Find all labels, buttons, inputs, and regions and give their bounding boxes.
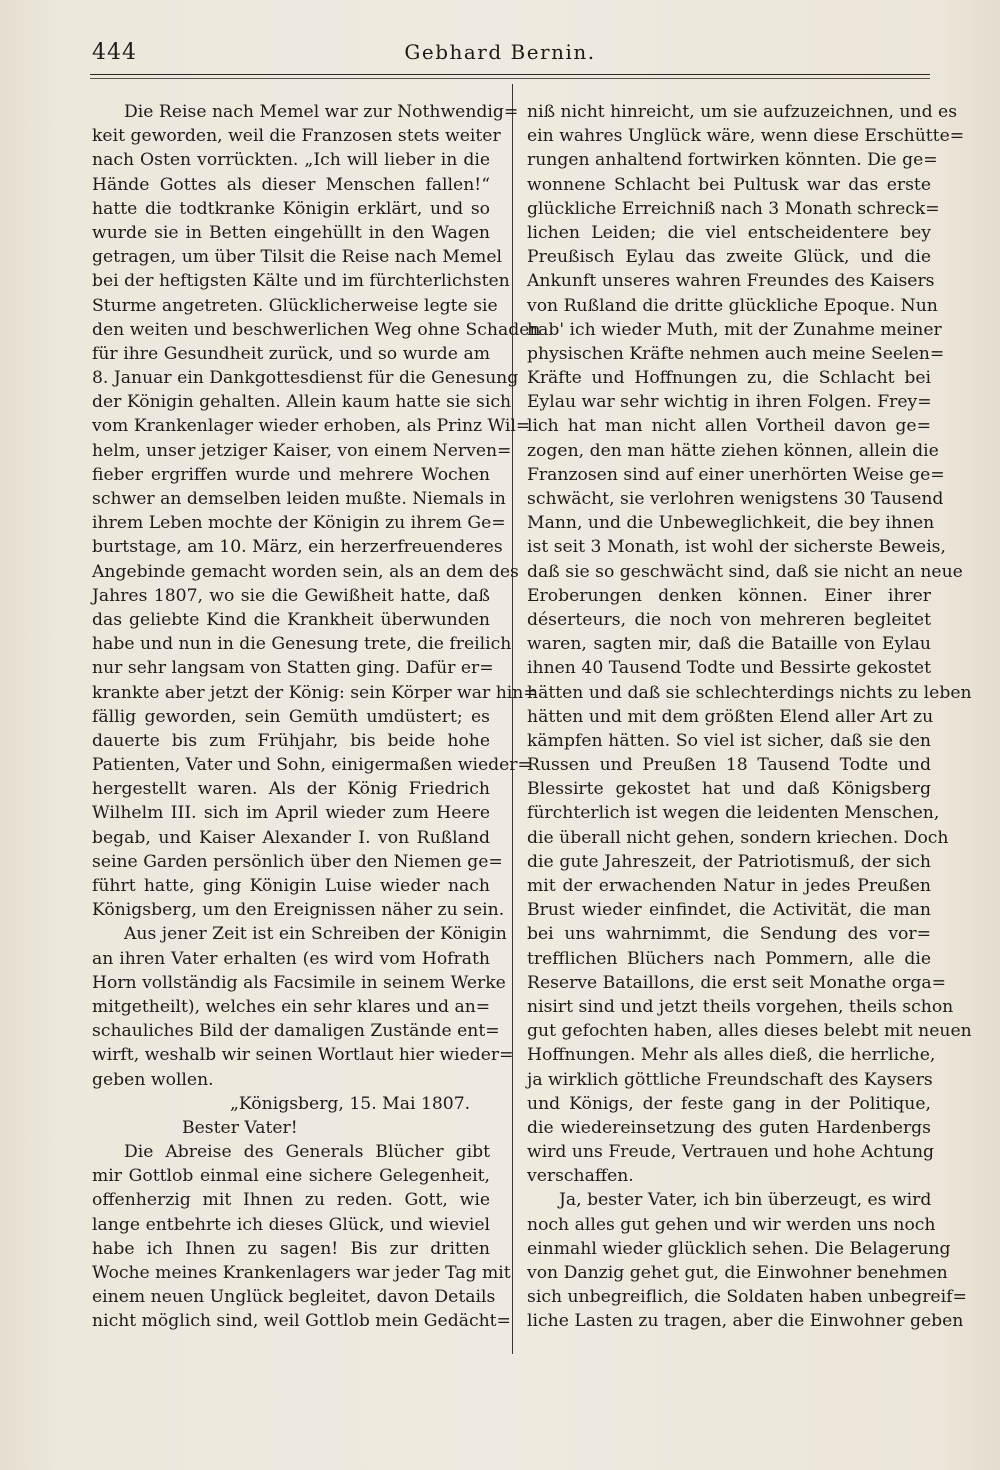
text-line: Die Reise nach Memel war zur Nothwendig= (124, 102, 519, 122)
text-line: die gute Jahreszeit, der Patriotismuß, der sich (527, 851, 931, 872)
text-line: schauliches Bild der damaligen Zustände ent= (92, 1021, 500, 1042)
text-line: ein wahres Unglück wäre, wenn diese Erschütte= (527, 126, 965, 147)
text-line: wirft, weshalb wir seinen Wortlaut hier wieder= (92, 1045, 514, 1066)
text-line: schwächt, sie verlohren wenigstens 30 Tausend (527, 489, 944, 509)
text-line: Hoffnungen. Mehr als alles dieß, die herrliche, (527, 1045, 936, 1066)
text-line: Sturme angetreten. Glücklicherweise legte sie (92, 295, 498, 316)
text-line: Jahres 1807, wo sie die Gewißheit hatte, daß (92, 585, 490, 606)
text-line: Angebinde gemacht worden sein, als an dem des (92, 561, 519, 582)
text-line: und Königs, der feste gang in der Politique, (527, 1093, 931, 1114)
text-line: Königsberg, um den Ereignissen näher zu sein. (92, 900, 505, 921)
text-line: nisirt sind und jetzt theils vorgehen, theils schon (527, 996, 954, 1017)
text-line: hätten und mit dem größten Elend aller Art zu (527, 706, 934, 727)
text-line: nur sehr langsam von Statten ging. Dafür er= (92, 658, 494, 679)
text-line: rungen anhaltend fortwirken könnten. Die ge= (527, 150, 938, 171)
text-line: einmahl wieder glücklich sehen. Die Belagerung (527, 1238, 951, 1259)
text-line: nach Osten vorrückten. „Ich will lieber in die (92, 150, 490, 171)
text-line: physischen Kräfte nehmen auch meine Seelen= (527, 343, 945, 364)
text-line: Horn vollständig als Facsimile in seinem Werke (92, 972, 506, 993)
text-line: burtstage, am 10. März, ein herzerfreuenderes (92, 537, 503, 558)
text-line: wurde sie in Betten eingehüllt in den Wagen (92, 222, 490, 243)
text-line: ihrem Leben mochte der Königin zu ihrem Ge= (92, 513, 506, 534)
text-line: seine Garden persönlich über den Niemen ge= (92, 851, 503, 872)
text-line: déserteurs, die noch von mehreren begleitet (527, 609, 931, 630)
text-line: trefflichen Blüchers nach Pommern, alle die (527, 948, 931, 969)
text-line: mit der erwachenden Natur in jedes Preußen (527, 876, 931, 896)
text-line: geben wollen. (92, 1069, 214, 1090)
text-line: Bester Vater! (182, 1117, 298, 1138)
text-line: kämpfen hätten. So viel ist sicher, daß sie den (527, 730, 931, 751)
text-line: ist seit 3 Monath, ist wohl der sicherste Beweis, (527, 537, 946, 558)
text-line: Aus jener Zeit ist ein Schreiben der Königin (124, 924, 507, 945)
running-title: Gebhard Bernin. (404, 40, 596, 64)
text-line: Wilhelm III. sich im April wieder zum Heere (92, 803, 490, 824)
text-line: verschaffen. (527, 1166, 634, 1187)
text-line: mitgetheilt), welches ein sehr klares und an= (92, 996, 491, 1017)
text-line: helm, unser jetziger Kaiser, von einem Nerven= (92, 440, 512, 461)
text-line: die überall nicht gehen, sondern kriechen. Doch (527, 827, 949, 848)
text-line: offenherzig mit Ihnen zu reden. Gott, wie (92, 1190, 490, 1211)
text-line: ihnen 40 Tausend Todte und Bessirte gekostet (527, 658, 931, 679)
text-line: habe und nun in die Genesung trete, die freilich (92, 634, 512, 655)
text-line: mir Gottlob einmal eine sichere Gelegenheit, (92, 1166, 490, 1187)
text-line: Woche meines Krankenlagers war jeder Tag mit (92, 1263, 511, 1283)
text-line: lange entbehrte ich dieses Glück, und wieviel (92, 1214, 490, 1235)
text-line: von Danzig gehet gut, die Einwohner benehmen (527, 1263, 948, 1283)
text-line: wonnene Schlacht bei Pultusk war das erste (527, 174, 931, 195)
text-line: Eylau war sehr wichtig in ihren Folgen. Frey= (527, 392, 932, 413)
text-line: Russen und Preußen 18 Tausend Todte und (527, 755, 931, 776)
text-line: Mann, und die Unbeweglichkeit, die bey ihnen (527, 513, 935, 534)
text-line: hatte die todtkranke Königin erklärt, und so (92, 198, 490, 219)
right-text-column (527, 100, 972, 1334)
text-line: noch alles gut gehen und wir werden uns noch (527, 1214, 936, 1235)
text-line: das geliebte Kind die Krankheit überwunden (92, 609, 490, 630)
text-line: wird uns Freude, Vertrauen und hohe Achtung (527, 1142, 935, 1163)
text-line: bei der heftigsten Kälte und im fürchterlichsten (92, 271, 510, 292)
header-rule-secondary (90, 78, 930, 79)
text-line: hergestellt waren. Als der König Friedrich (92, 779, 490, 800)
text-line: den weiten und beschwerlichen Weg ohne Schaden (92, 319, 541, 340)
text-line: 8. Januar ein Dankgottesdienst für die Genesung (92, 368, 519, 389)
text-line: an ihren Vater erhalten (es wird vom Hofrath (92, 948, 490, 969)
text-line: waren, sagten mir, daß die Bataille von Eylau (527, 634, 931, 655)
text-line: Eroberungen denken können. Einer ihrer (527, 585, 931, 606)
text-line: Ankunft unseres wahren Freundes des Kaisers (527, 271, 935, 292)
text-line: Kräfte und Hoffnungen zu, die Schlacht bei (527, 368, 931, 389)
text-line: Patienten, Vater und Sohn, einigermaßen wieder= (92, 755, 532, 776)
text-line: Reserve Bataillons, die erst seit Monathe orga= (527, 972, 947, 993)
text-line: der Königin gehalten. Allein kaum hatte sie sich (92, 392, 512, 413)
text-line: Hände Gottes als dieser Menschen fallen!“ (92, 174, 490, 195)
text-line: niß nicht hinreicht, um sie aufzuzeichnen, und es (527, 102, 958, 122)
text-line: gut gefochten haben, alles dieses belebt mit neuen (527, 1021, 972, 1042)
text-line: hätten und daß sie schlechterdings nichts zu leben (527, 682, 972, 703)
text-line: Brust wieder einfindet, die Activität, die man (527, 900, 931, 921)
text-line: fällig geworden, sein Gemüth umdüstert; es (92, 706, 490, 727)
text-line: sich unbegreiflich, die Soldaten haben unbegreif= (527, 1287, 967, 1308)
text-line: keit geworden, weil die Franzosen stets weiter (92, 126, 501, 147)
text-line: liche Lasten zu tragen, aber die Einwohner geben (527, 1311, 964, 1332)
text-line: schwer an demselben leiden mußte. Niemals in (92, 489, 506, 509)
text-line: führt hatte, ging Königin Luise wieder nach (92, 876, 490, 896)
text-line: ja wirklich göttliche Freundschaft des Kaysers (527, 1069, 933, 1090)
text-line: Ja, bester Vater, ich bin überzeugt, es wird (559, 1190, 932, 1211)
left-text-column (92, 100, 541, 1334)
text-line: Blessirte gekostet hat und daß Königsberg (527, 779, 931, 800)
page-number: 444 (92, 40, 137, 65)
text-line: fürchterlich ist wegen die leidenten Menschen, (527, 803, 940, 824)
text-line: Preußisch Eylau das zweite Glück, und die (527, 247, 931, 268)
header-rule (90, 74, 930, 75)
text-line: habe ich Ihnen zu sagen! Bis zur dritten (92, 1238, 490, 1259)
text-line: für ihre Gesundheit zurück, und so wurde am (92, 343, 490, 364)
text-line: lich hat man nicht allen Vortheil davon ge= (527, 416, 931, 437)
text-line: von Rußland die dritte glückliche Epoque. Nun (527, 295, 938, 316)
text-line: hab' ich wieder Muth, mit der Zunahme meiner (527, 319, 942, 340)
text-line: lichen Leiden; die viel entscheidentere bey (527, 222, 931, 243)
text-line: „Königsberg, 15. Mai 1807. (230, 1093, 471, 1114)
text-line: daß sie so geschwächt sind, daß sie nicht an neue (527, 561, 963, 582)
text-line: getragen, um über Tilsit die Reise nach Memel (92, 247, 503, 268)
text-line: Die Abreise des Generals Blücher gibt (124, 1142, 490, 1163)
text-line: die wiedereinsetzung des guten Hardenbergs (527, 1117, 931, 1138)
text-line: dauerte bis zum Frühjahr, bis beide hohe (92, 730, 490, 751)
text-line: fieber ergriffen wurde und mehrere Wochen (92, 464, 490, 485)
text-line: zogen, den man hätte ziehen können, allein die (527, 440, 939, 461)
text-line: bei uns wahrnimmt, die Sendung des vor= (527, 924, 931, 945)
page-header (0, 0, 1000, 80)
text-line: Franzosen sind auf einer unerhörten Weise ge= (527, 464, 945, 485)
text-line: glückliche Erreichniß nach 3 Monath schreck= (527, 198, 940, 219)
text-line: nicht möglich sind, weil Gottlob mein Gedächt= (92, 1311, 511, 1332)
text-line: krankte aber jetzt der König: sein Körper war hin= (92, 682, 538, 703)
text-line: begab, und Kaiser Alexander I. von Rußland (92, 827, 490, 848)
column-divider (512, 84, 513, 1354)
text-line: vom Krankenlager wieder erhoben, als Prinz Wil= (92, 416, 531, 437)
text-line: einem neuen Unglück begleitet, davon Details (92, 1287, 496, 1308)
